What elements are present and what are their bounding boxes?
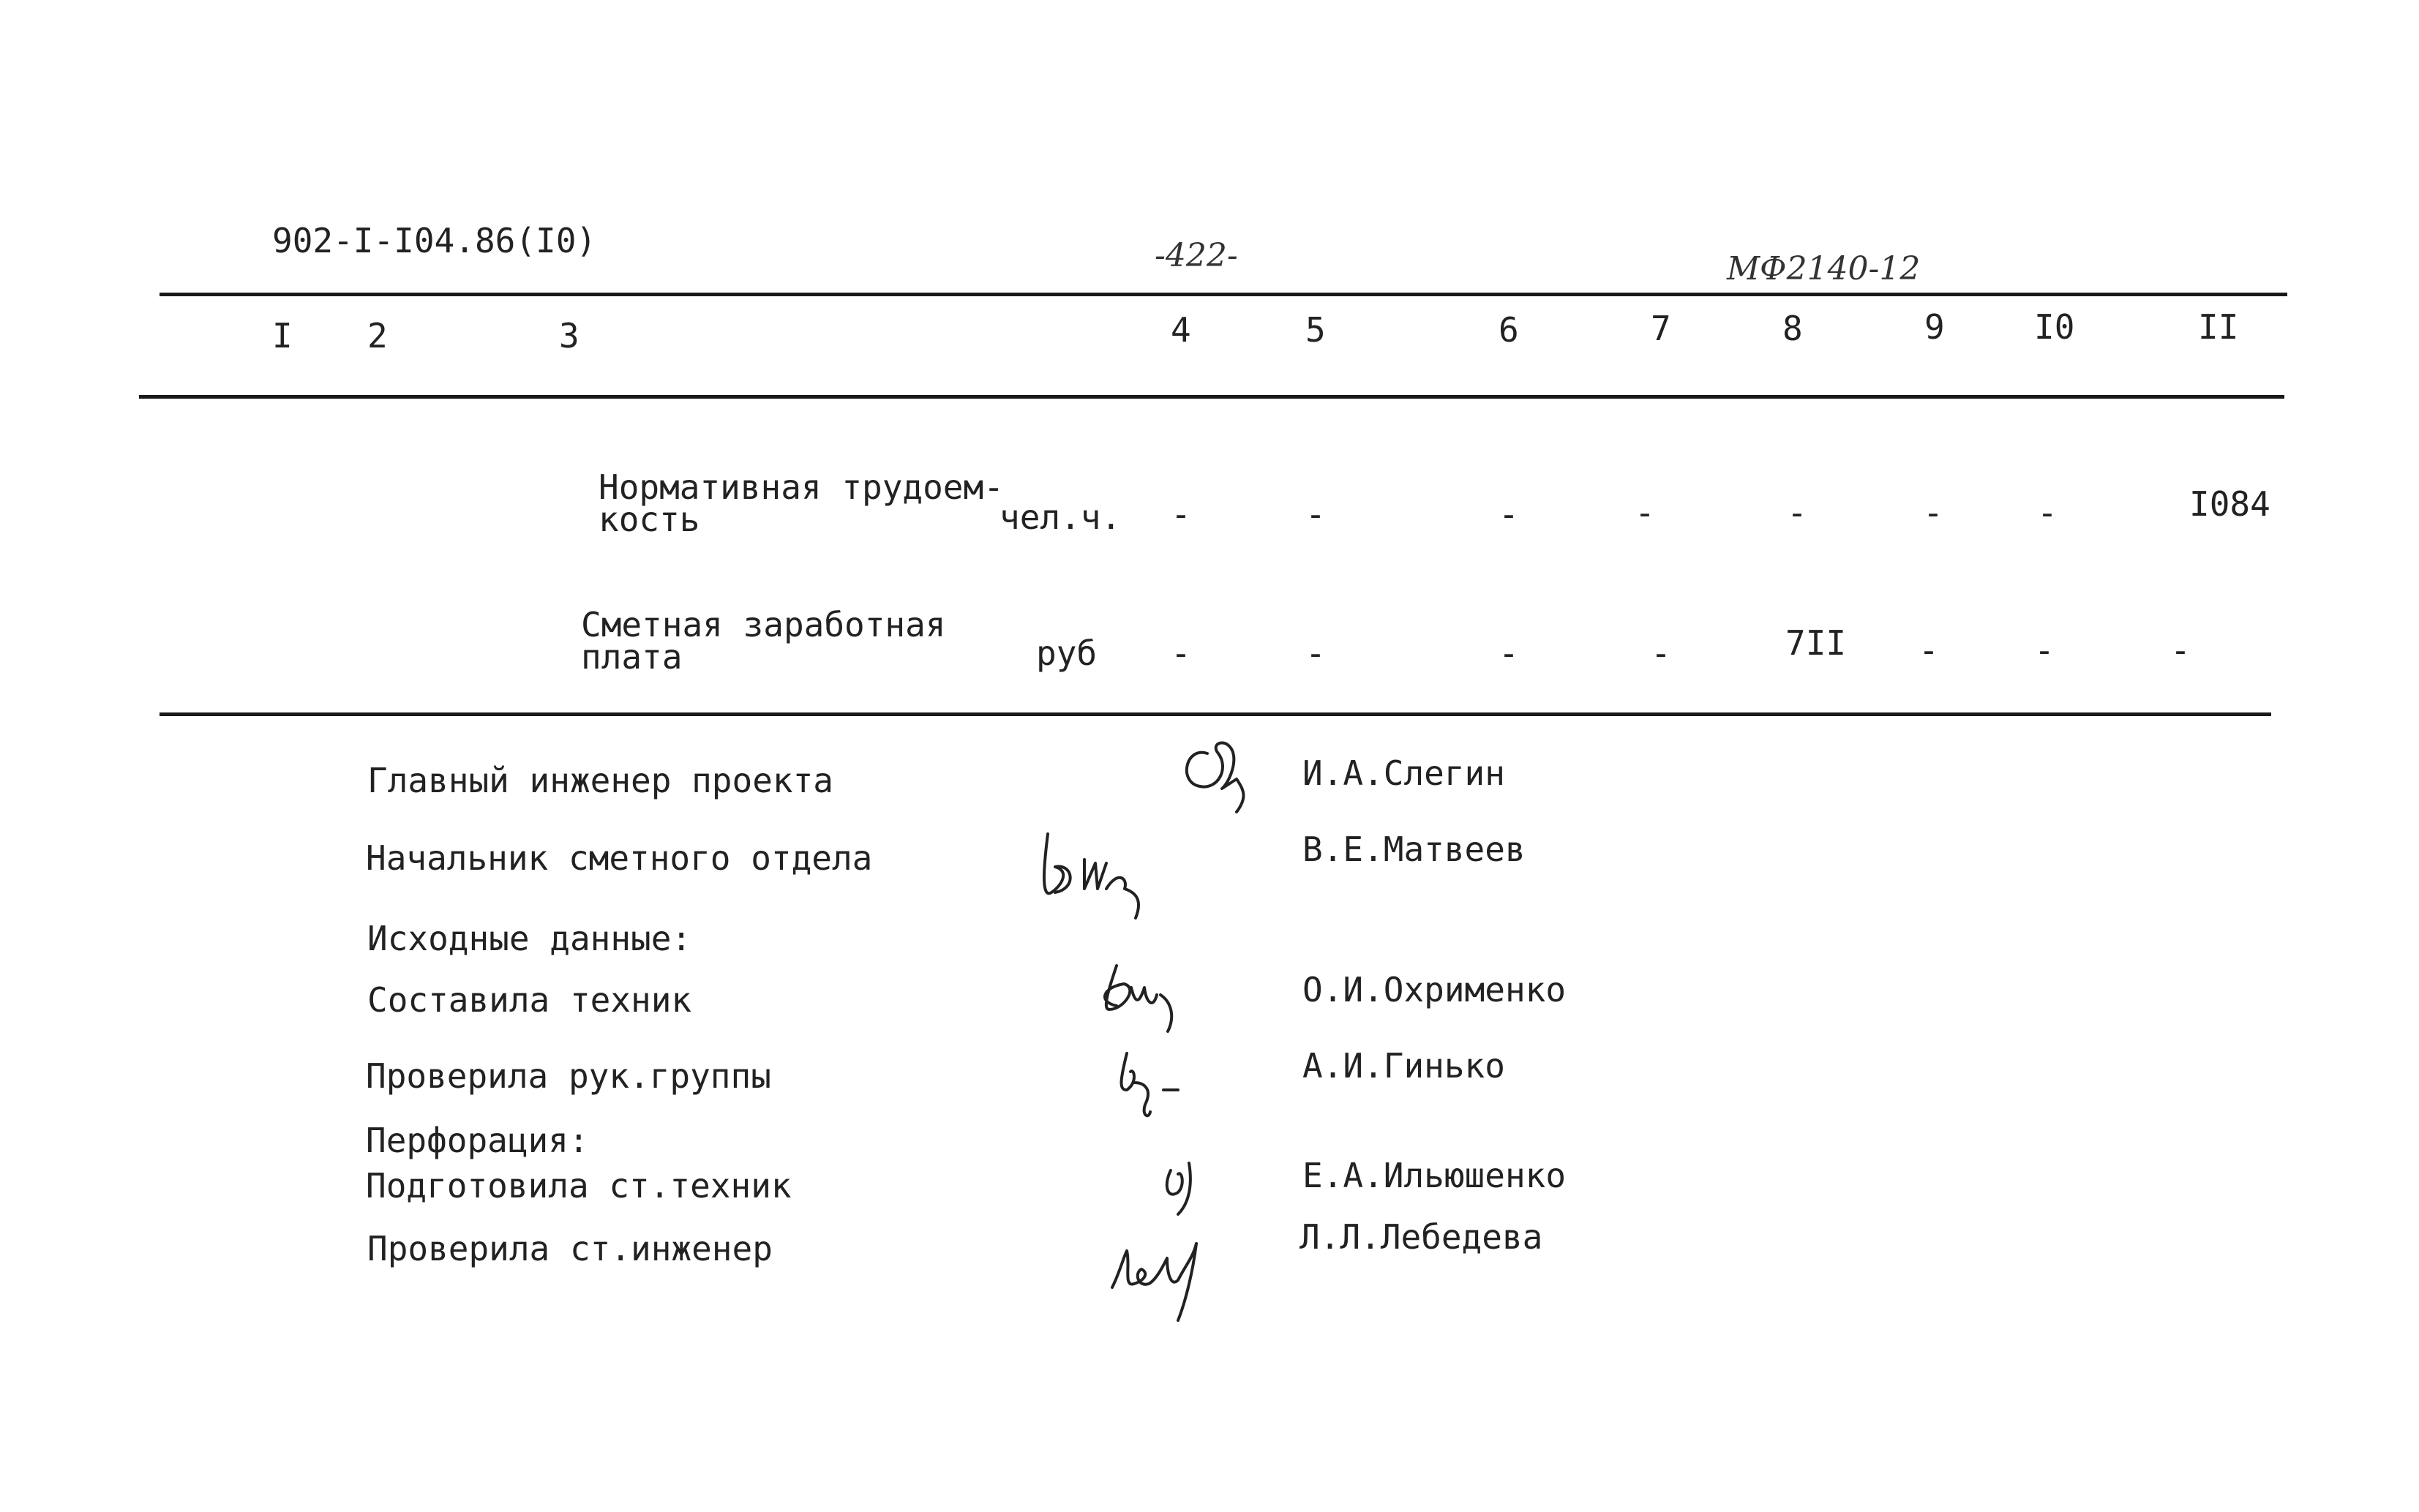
signature-mark bbox=[1087, 951, 1197, 1053]
sheet-code: МФ2140-12 bbox=[1727, 250, 1921, 287]
role-prepared: Подготовила ст.техник bbox=[366, 1166, 792, 1206]
signature-mark bbox=[1105, 1039, 1200, 1134]
col-header-6: 6 bbox=[1499, 310, 1519, 350]
row-unit: руб bbox=[1036, 633, 1098, 673]
role-compiled: Составила техник bbox=[367, 980, 692, 1020]
source-data-heading: Исходные данные: bbox=[367, 919, 692, 958]
row-value-col7: - bbox=[1651, 633, 1671, 673]
row-name-line: плата bbox=[581, 637, 683, 677]
row-value-col8: 7II bbox=[1785, 623, 1847, 663]
row-value-col7: - bbox=[1635, 493, 1655, 533]
row-name bbox=[581, 605, 946, 677]
role-checked-group: Проверила рук.группы bbox=[366, 1056, 771, 1096]
role-chief-engineer: Главный инженер проекта bbox=[367, 761, 833, 800]
row-name bbox=[599, 467, 1004, 539]
name-compiled: О.И.Охрименко bbox=[1302, 970, 1567, 1009]
name-checked-group: А.И.Гинько bbox=[1302, 1046, 1505, 1086]
page-number: -422- bbox=[1155, 237, 1238, 274]
col-header-3: 3 bbox=[559, 316, 580, 356]
col-header-1: I bbox=[272, 316, 293, 356]
role-checked-engineer: Проверила ст.инженер bbox=[367, 1229, 773, 1268]
name-chief-engineer: И.А.Слегин bbox=[1302, 753, 1505, 793]
table-bottom-rule bbox=[160, 712, 2271, 716]
row-value-col4: - bbox=[1171, 633, 1191, 673]
name-prepared: Е.А.Ильюшенко bbox=[1302, 1156, 1567, 1195]
row-value-col11: I084 bbox=[2189, 484, 2270, 524]
row-value-col6: - bbox=[1499, 633, 1519, 673]
col-header-2: 2 bbox=[367, 316, 388, 356]
col-header-9: 9 bbox=[1924, 307, 1945, 347]
row-value-col8: - bbox=[1787, 493, 1807, 533]
row-unit: чел.ч. bbox=[1000, 497, 1122, 537]
signature-mark bbox=[1178, 724, 1259, 819]
col-header-8: 8 bbox=[1782, 309, 1803, 348]
role-head-estimate: Начальник сметного отдела bbox=[366, 838, 873, 878]
name-head-estimate: В.Е.Матвеев bbox=[1302, 830, 1526, 869]
row-value-col10: - bbox=[2037, 493, 2058, 533]
table-header-rule bbox=[139, 395, 2284, 399]
document-code: 902-I-I04.86(I0) bbox=[272, 221, 597, 260]
row-value-col5: - bbox=[1305, 633, 1326, 673]
col-header-4: 4 bbox=[1171, 310, 1191, 350]
row-name-line: Нормативная трудоем- bbox=[599, 467, 1004, 507]
row-value-col4: - bbox=[1171, 494, 1191, 534]
row-value-col10: - bbox=[2034, 631, 2055, 670]
col-header-5: 5 bbox=[1305, 310, 1326, 350]
row-value-col11: - bbox=[2170, 631, 2191, 670]
col-header-7: 7 bbox=[1651, 309, 1671, 348]
row-name-line: кость bbox=[599, 500, 700, 539]
name-checked-engineer: Л.Л.Лебедева bbox=[1299, 1217, 1543, 1257]
col-header-11: II bbox=[2198, 307, 2239, 347]
row-name-line: Сметная заработная bbox=[581, 605, 946, 644]
signature-mark bbox=[1098, 1214, 1215, 1324]
row-value-col9: - bbox=[1923, 493, 1943, 533]
table-top-rule bbox=[160, 293, 2287, 296]
row-value-col6: - bbox=[1499, 494, 1519, 534]
row-value-col5: - bbox=[1305, 494, 1326, 534]
col-header-10: I0 bbox=[2034, 307, 2075, 347]
signature-mark bbox=[1033, 819, 1180, 922]
perforation-heading: Перфорация: bbox=[366, 1121, 589, 1160]
row-value-col9: - bbox=[1919, 631, 1939, 670]
